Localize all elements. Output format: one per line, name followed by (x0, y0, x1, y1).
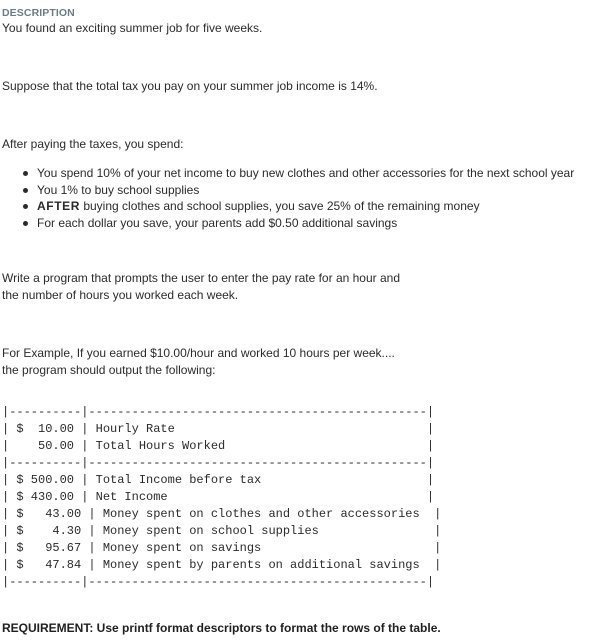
intro-text: You found an exciting summer job for five weeks. (2, 21, 263, 35)
table-row: | $ 4.30 | Money spent on school supplies | (2, 524, 442, 538)
table-row: | $ 430.00 | Net Income | (2, 490, 435, 504)
program-text-line-2: the number of hours you worked each week. (2, 288, 239, 302)
list-item-text: You spend 10% of your net income to buy new clothes and other accessories for the next school year (37, 166, 575, 180)
list-item (18, 215, 574, 232)
list-item (18, 198, 574, 215)
list-item-text: buying clothes and school supplies, you save 25% of the remaining money (80, 199, 480, 213)
list-item-text: You 1% to buy school supplies (37, 182, 200, 197)
description-heading: DESCRIPTION (2, 7, 75, 19)
requirement-label: REQUIREMENT: (2, 621, 94, 635)
table-row: | $ 95.67 | Money spent on savings | (2, 541, 442, 555)
table-row: | $ 500.00 | Total Income before tax | (2, 473, 435, 487)
example-text-line-2: the program should output the following: (2, 363, 216, 377)
list-item (18, 165, 574, 182)
output-table (2, 404, 441, 591)
list-item-text: For each dollar you save, your parents add $0.50 additional savings (37, 215, 398, 230)
requirement-body: Use printf format descriptors to format the rows of the table. (93, 621, 441, 635)
table-row: |----------|-----------------------------------------------| (2, 456, 435, 470)
tax-text: Suppose that the total tax you pay on your summer job income is 14%. (2, 79, 378, 93)
table-row: | $ 10.00 | Hourly Rate | (2, 422, 435, 436)
table-row: |----------|-----------------------------------------------| (2, 575, 435, 589)
after-taxes-text: After paying the taxes, you spend: (2, 137, 184, 151)
example-text-line-1: For Example, If you earned $10.00/hour and worked 10 hours per week.... (2, 346, 395, 360)
list-item-prefix: AFTER (37, 199, 80, 213)
spending-list (18, 165, 574, 231)
table-row: | 50.00 | Total Hours Worked | (2, 439, 435, 453)
list-item (18, 182, 574, 199)
table-row: | $ 47.84 | Money spent by parents on additional savings | (2, 558, 442, 572)
table-row: | $ 43.00 | Money spent on clothes and other accessories | (2, 507, 442, 521)
requirement-text (2, 621, 441, 635)
program-text-line-1: Write a program that prompts the user to enter the pay rate for an hour and (2, 271, 400, 285)
table-row: |----------|-----------------------------------------------| (2, 405, 435, 419)
